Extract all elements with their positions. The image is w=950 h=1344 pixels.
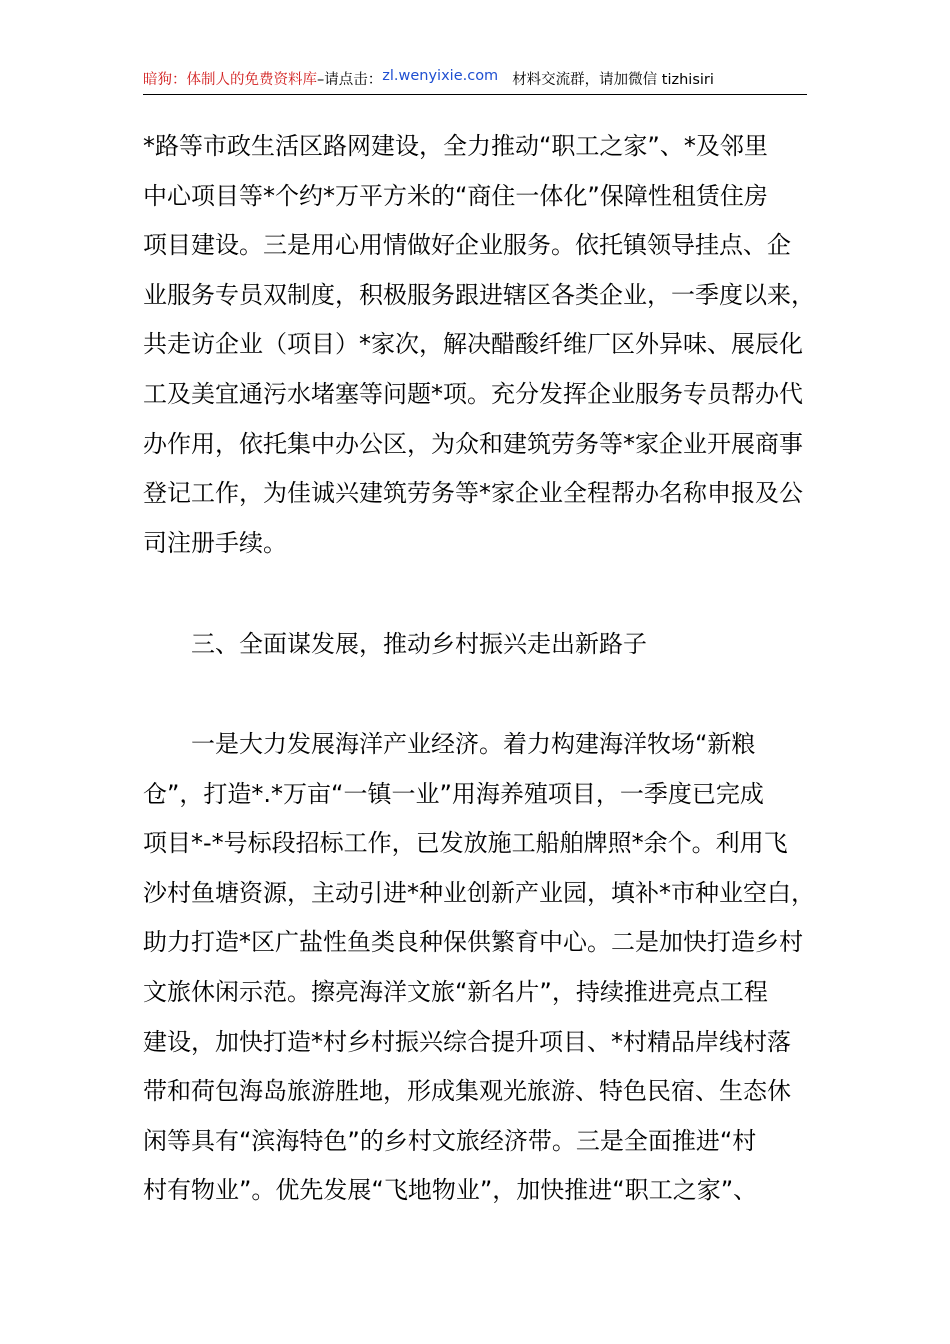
- text-line: 登记工作，为佳诚兴建筑劳务等*家企业全程帮办名称申报及公: [143, 479, 803, 508]
- header-brand: 暗狗：体制人的免费资料库: [143, 72, 317, 88]
- text-line: 一是大力发展海洋产业经济。着力构建海洋牧场“新粮: [191, 730, 756, 758]
- text-line: *路等市政生活区路网建设，全力推动“职工之家”、*及邻里: [143, 132, 768, 160]
- text-line: 项目*-*号标段招标工作，已发放施工船舶牌照*余个。利用飞: [143, 829, 788, 858]
- header-link[interactable]: zl.wenyixie.com: [382, 68, 499, 84]
- page-header: [143, 68, 807, 95]
- text-line: 办作用，依托集中办公区，为众和建筑劳务等*家企业开展商事: [143, 429, 803, 458]
- text-line: 共走访企业（项目）*家次，解决醋酸纤维厂区外异味、展辰化: [143, 330, 803, 359]
- text-line: 带和荷包海岛旅游胜地，形成集观光旅游、特色民宿、生态休: [143, 1077, 791, 1106]
- header-group-info: 材料交流群，请加微信 tizhisiri: [512, 72, 714, 88]
- text-line: 建设，加快打造*村乡村振兴综合提升项目、*村精品岸线村落: [143, 1027, 791, 1056]
- section-heading-text: 三、全面谋发展，推动乡村振兴走出新路子: [191, 630, 647, 658]
- paragraph-1: [143, 122, 815, 568]
- header-prompt: –请点击：: [317, 72, 383, 88]
- text-line: 业服务专员双制度，积极服务跟进辖区各类企业，一季度以来，: [143, 280, 815, 309]
- text-line: 项目建设。三是用心用情做好企业服务。依托镇领导挂点、企: [143, 231, 791, 260]
- text-line: 沙村鱼塘资源，主动引进*种业创新产业园，填补*市种业空白，: [143, 878, 815, 907]
- paragraph-2: [143, 720, 815, 1216]
- text-line: 仓”，打造*.*万亩“一镇一业”用海养殖项目，一季度已完成: [143, 779, 764, 808]
- text-line: 司注册手续。: [143, 528, 287, 557]
- text-line: 助力打造*区广盐性鱼类良种保供繁育中心。二是加快打造乡村: [143, 928, 803, 957]
- section-heading: [143, 620, 815, 670]
- text-line: 中心项目等*个约*万平方米的“商住一体化”保障性租赁住房: [143, 181, 768, 210]
- text-line: 文旅休闲示范。擦亮海洋文旅“新名片”，持续推进亮点工程: [143, 977, 768, 1006]
- text-line: 闲等具有“滨海特色”的乡村文旅经济带。三是全面推进“村: [143, 1126, 757, 1155]
- text-line: 工及美宜通污水堵塞等问题*项。充分发挥企业服务专员帮办代: [143, 379, 803, 408]
- text-line: 村有物业”。优先发展“飞地物业”，加快推进“职工之家”、: [143, 1176, 758, 1205]
